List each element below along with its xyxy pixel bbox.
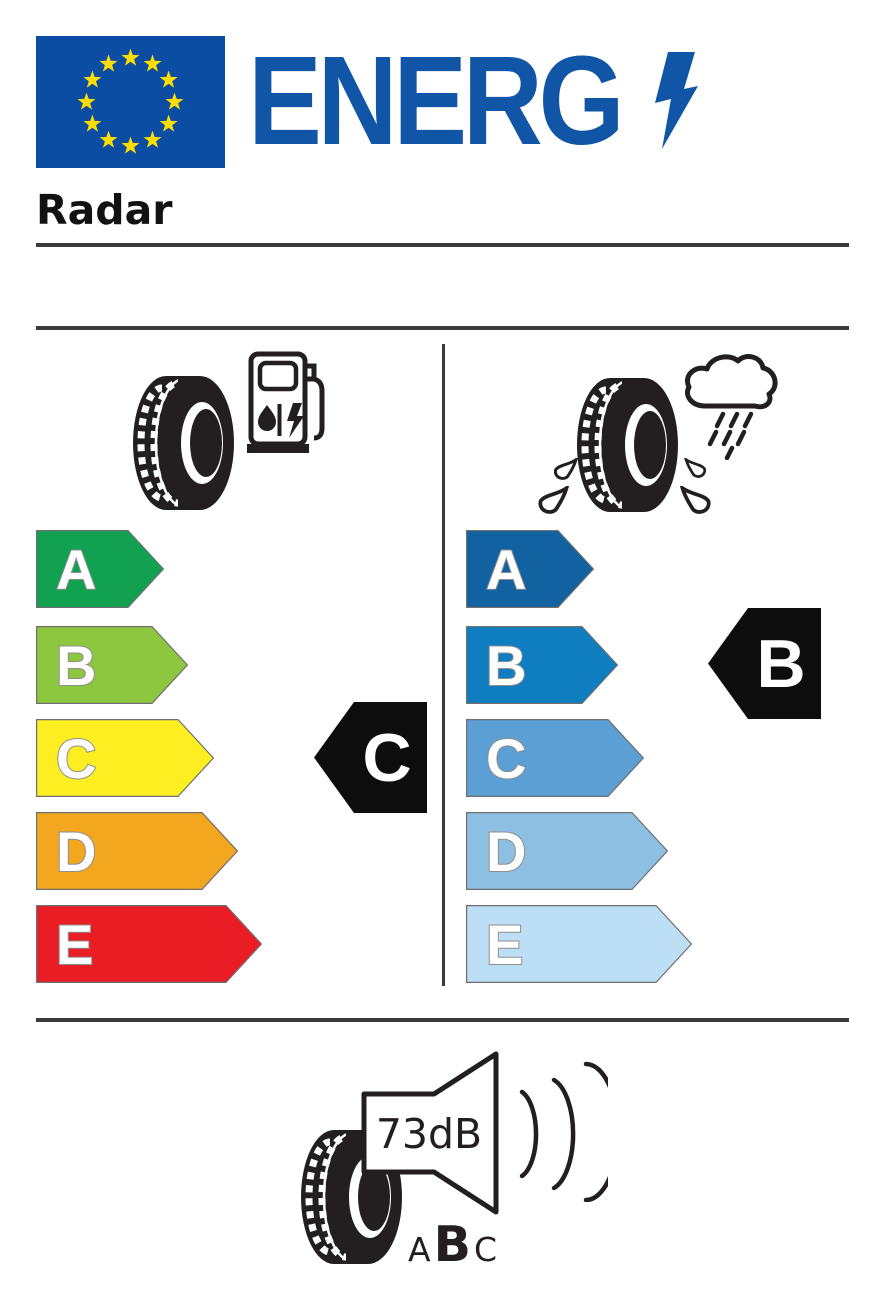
noise-class-a: A <box>408 1230 431 1269</box>
wet-grip-class-arrow-D <box>466 812 668 890</box>
fuel-class-arrow-A <box>36 530 164 608</box>
lightning-bolt-icon <box>652 52 698 149</box>
rain-drops <box>710 414 751 458</box>
divider-vertical <box>442 344 445 986</box>
fuel-class-letter: E <box>56 913 94 976</box>
fuel-class-arrow-C <box>36 719 214 797</box>
wet-grip-class-letter: D <box>486 820 527 883</box>
splash-drop-icon <box>536 486 569 514</box>
wet-grip-class-arrow-A <box>466 530 594 608</box>
fuel-efficiency-rating: C <box>362 720 412 796</box>
fuel-class-arrow-E <box>36 905 262 983</box>
sound-waves-icon <box>508 1052 608 1202</box>
fuel-class-letter: D <box>56 820 97 883</box>
splash-drop-icon <box>680 486 713 514</box>
fuel-class-arrow-B <box>36 626 188 704</box>
speaker-icon <box>356 1046 506 1218</box>
fuel-class-letter: B <box>56 634 97 697</box>
fuel-efficiency-rating-cursor <box>314 702 427 813</box>
noise-value: 73dB <box>375 1110 483 1158</box>
noise-class-c: C <box>473 1230 497 1269</box>
wet-grip-class-letter: E <box>486 913 524 976</box>
divider-upper <box>36 326 849 330</box>
wet-grip-class-arrow-B <box>466 626 618 704</box>
rain-cloud-icon <box>681 348 783 460</box>
energ-logo-text: ENERG <box>248 30 621 171</box>
fuel-pump-icon <box>246 350 326 454</box>
noise-class-scale <box>408 1216 497 1273</box>
eu-flag-icon <box>36 36 225 168</box>
wet-grip-class-letter: C <box>486 727 527 790</box>
divider-lower <box>36 1018 849 1022</box>
wet-grip-class-arrow-E <box>466 905 692 983</box>
wet-grip-class-letter: B <box>486 634 527 697</box>
splash-drop-icon <box>552 458 578 480</box>
fuel-class-arrow-D <box>36 812 238 890</box>
wet-grip-class-letter: A <box>486 538 527 601</box>
splash-drop-icon <box>684 458 708 478</box>
divider-top <box>36 243 849 247</box>
fuel-class-letter: C <box>56 727 97 790</box>
noise-class-b: B <box>433 1216 471 1273</box>
fuel-class-letter: A <box>56 538 97 601</box>
tire-icon-wet <box>572 374 682 516</box>
wet-grip-rating: B <box>756 626 806 702</box>
wet-grip-class-arrow-C <box>466 719 644 797</box>
brand-name: Radar <box>36 186 173 234</box>
wet-grip-rating-cursor <box>708 608 821 719</box>
tire-icon-fuel <box>128 372 238 514</box>
